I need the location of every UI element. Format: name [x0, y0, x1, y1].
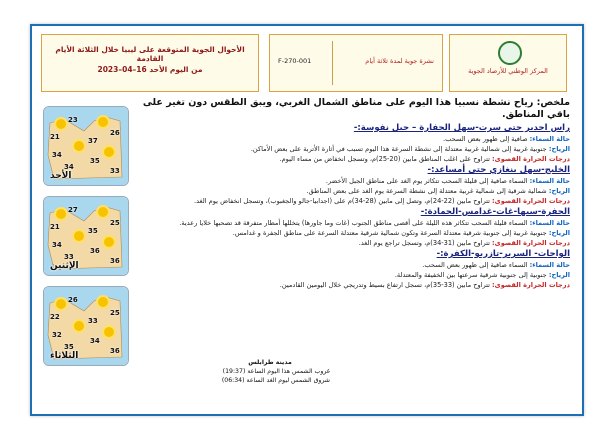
map-temp: 34 [52, 151, 62, 159]
map-temp: 34 [52, 241, 62, 249]
wind-label: الرياح: [548, 187, 570, 195]
sky-line [134, 134, 570, 144]
temp-text: تتراوح مابين (33-35)م، تسجل ارتفاع بسيط وتدريجي خلال اليومين القادمين. [279, 281, 493, 289]
map-temp: 35 [88, 227, 98, 235]
region-title: الخليج-سهل بنغازي حتى أمساعد:- [427, 165, 570, 175]
region-block [134, 249, 570, 290]
forecast-map-day3 [43, 286, 129, 366]
sun-icon [104, 327, 114, 337]
map-day-label: الإثنين [50, 261, 79, 271]
forecast-map-day2 [43, 196, 129, 276]
center-name: المركز الوطني للأرصاد الجوية [468, 67, 548, 75]
map-temp: 26 [68, 296, 78, 304]
sky-label: حالة السماء: [529, 177, 570, 185]
sun-times [210, 358, 330, 385]
map-temp: 33 [64, 253, 74, 261]
bulletin-header [41, 34, 567, 92]
map-temp: 35 [64, 343, 74, 351]
sun-icon [56, 119, 66, 129]
map-temp: 36 [110, 347, 120, 355]
sun-icon [98, 207, 108, 217]
wind-line [134, 186, 570, 196]
map-temp: 36 [110, 257, 120, 265]
region-title: الواحات- السرير-تازربو-الكفرة:- [436, 249, 570, 259]
sky-line [134, 218, 570, 228]
map-temp: 33 [88, 317, 98, 325]
wind-line [134, 144, 570, 154]
bulletin-title: الأحوال الجوية المتوقعة على ليبيا خلال الثلاثة الأيام القادمة [55, 45, 245, 63]
sun-icon [74, 141, 84, 151]
region-block [134, 123, 570, 164]
document-box [269, 34, 443, 92]
sky-text: السماء صافية إلى ظهور بعض السحب. [422, 261, 530, 269]
sky-text: صافية إلى ظهور بعض السحب. [443, 135, 530, 143]
wind-text: جنوبية إلى جنوبية شرقية سرعتها بين الخفيفة والمعتدلة. [394, 271, 549, 279]
wind-text: شمالية شرقية إلى شمالية غربية معتدلة إلى نشطة السرعة يوم الغد على بعض المناطق. [306, 187, 549, 195]
wind-line [134, 228, 570, 238]
map-temp: 23 [68, 116, 78, 124]
temp-text: تتراوح مابين (22-24)م، وتصل إلى مابين (28-34)م على (اجدابيا-جالو والجغبوب)، وتسجل انخفاض يوم الغد. [194, 197, 493, 205]
temp-text: تتراوح على اغلب المناطق مابين (20-25)م، وتسجل انخفاض من مساء اليوم. [279, 155, 493, 163]
bulletin-page [30, 24, 584, 416]
map-temp: 32 [52, 331, 62, 339]
temp-line [134, 196, 570, 206]
map-temp: 22 [50, 313, 60, 321]
region-block [134, 165, 570, 206]
sky-label: حالة السماء: [529, 219, 570, 227]
sky-text: السماء صافية إلى قليلة السحب تتكاثر يوم الغد على مناطق الجبل الأخضر. [325, 177, 530, 185]
map-temp: 26 [110, 129, 120, 137]
temp-line [134, 154, 570, 164]
document-code: F-270-001 [278, 57, 312, 65]
map-temp: 25 [110, 309, 120, 317]
meteorology-emblem-icon [498, 41, 522, 65]
map-temp: 34 [64, 163, 74, 171]
map-temp: 35 [90, 157, 100, 165]
wind-label: الرياح: [548, 145, 570, 153]
sky-line [134, 260, 570, 270]
bulletin-title-box [41, 34, 259, 92]
sun-icon [56, 299, 66, 309]
map-temp: 25 [110, 219, 120, 227]
wind-text: جنوبية غربية إلى جنوبية شرقية معتدلة السرعة وتكون شمالية شرقية معتدلة السرعة على مناطق الجفرة و غدامس. [232, 229, 549, 237]
map-temp: 36 [90, 247, 100, 255]
sunrise-time: شروق الشمس ليوم الغد الساعة (06:34) [221, 377, 330, 384]
sun-icon [98, 117, 108, 127]
temp-line [134, 238, 570, 248]
wind-label: الرياح: [548, 271, 570, 279]
wind-label: الرياح: [548, 229, 570, 237]
map-temp: 21 [50, 223, 60, 231]
sun-icon [74, 231, 84, 241]
temp-text: تتراوح مابين (31-34)م، وتسجل تراجع يوم الغد. [358, 239, 493, 247]
map-temp: 34 [90, 337, 100, 345]
map-temp: 37 [88, 137, 98, 145]
map-temp: 21 [50, 133, 60, 141]
sky-line [134, 176, 570, 186]
sky-label: حالة السماء: [529, 261, 570, 269]
region-title: الجفرة-سبها-غات-غدامس-الحمادة:- [420, 207, 570, 217]
sky-label: حالة السماء: [529, 135, 570, 143]
temp-label: درجات الحرارة القصوى: [492, 155, 570, 163]
forecast-map-day1 [43, 106, 129, 186]
temp-line [134, 280, 570, 290]
temp-label: درجات الحرارة القصوى: [492, 197, 570, 205]
sky-text: السماء قليلة السحب تتكاثر هذه الليلة على أقصى مناطق الجنوب (غات وما جاورها) يتخللها أمطار متفرقة قد تصحبها خلايا رعدية. [179, 219, 530, 227]
forecast-summary: ملخص: رياح نشطة نسبيا هذا اليوم على مناطق الشمال الغربي، ويبق الطقس دون تغير على باقي المناطق. [142, 97, 570, 120]
sun-icon [104, 147, 114, 157]
map-temp: 33 [110, 167, 120, 175]
map-day-label: الثلاثاء [50, 351, 79, 361]
sunset-time: غروب الشمس هذا اليوم الساعة (19:37) [222, 368, 330, 375]
sun-icon [98, 297, 108, 307]
temp-label: درجات الحرارة القصوى: [492, 239, 570, 247]
sun-city: مدينة طرابلس [248, 359, 292, 366]
map-day-label: الأحد [50, 171, 72, 181]
bulletin-date: من اليوم الأحد 16–04–2023 [97, 65, 203, 74]
sun-icon [74, 321, 84, 331]
document-name: نشرة جوية لمدة ثلاثة أيام [365, 57, 434, 65]
forecast-text [134, 97, 570, 290]
wind-line [134, 270, 570, 280]
wind-text: جنوبية غربية إلى شمالية غربية معتدلة إلى نشطة السرعة هذا اليوم تسبب في أثارة الأتربة على بعض الأماكن. [250, 145, 549, 153]
center-logo-box [449, 34, 567, 92]
region-title: راس اجدير حتى سرت-سهل الجفارة – جبل نفوسة:- [353, 123, 570, 133]
document-divider [332, 41, 333, 85]
map-temp: 27 [68, 206, 78, 214]
temp-label: درجات الحرارة القصوى: [492, 281, 570, 289]
sun-icon [56, 209, 66, 219]
sun-icon [104, 237, 114, 247]
region-block [134, 207, 570, 248]
